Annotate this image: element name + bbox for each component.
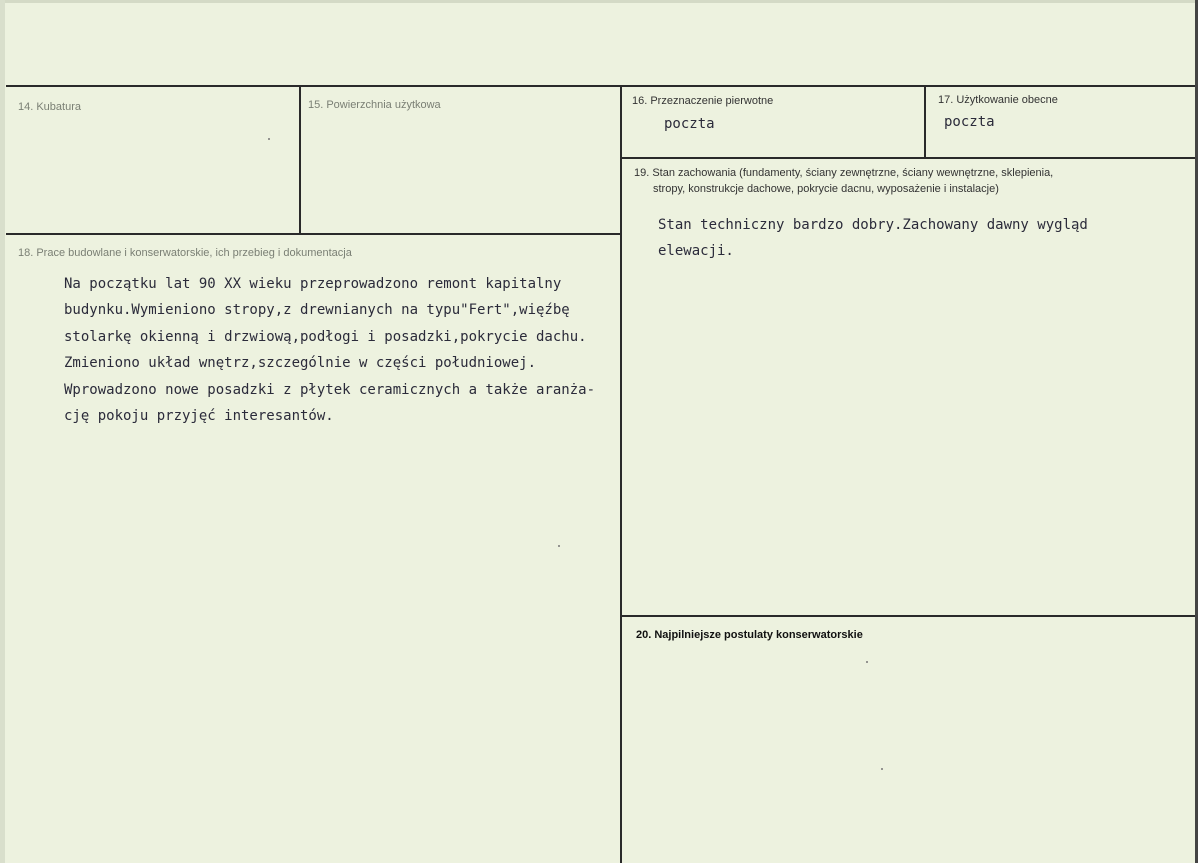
paper-speck [866, 661, 868, 663]
field-16-value: poczta [664, 116, 715, 132]
field-17-label: 17. Użytkowanie obecne [938, 94, 1058, 106]
field-20-label: 20. Najpilniejsze postulaty konserwatorskie [636, 629, 863, 641]
field-18-line: stolarkę okienną i drzwiową,podłogi i posadzki,pokrycie dachu. [64, 328, 587, 345]
divider-14-15 [299, 86, 301, 234]
field-18-line: Na początku lat 90 XX wieku przeprowadzono remont kapitalny [64, 276, 562, 292]
paper-speck [268, 138, 270, 140]
field-15-label: 15. Powierzchnia użytkowa [308, 99, 441, 111]
field-18-line: Zmieniono układ wnętrz,szczególnie w części południowej. [64, 355, 537, 372]
field-18-line: Wprowadzono nowe posadzki z płytek ceramicznych a także aranża- [64, 381, 596, 398]
card-top-edge [0, 0, 1198, 3]
top-rule [6, 85, 1195, 87]
field-19-label-line2: stropy, konstrukcje dachowe, pokrycie dacnu, wyposażenie i instalacje) [653, 183, 999, 195]
paper-speck [881, 768, 883, 770]
lower-right-rule [622, 615, 1195, 617]
field-19-text [658, 212, 1088, 265]
field-14-label: 14. Kubatura [18, 101, 81, 113]
card-left-edge [0, 0, 5, 863]
upper-left-rule [6, 233, 622, 235]
field-18-label: 18. Prace budowlane i konserwatorskie, ich przebieg i dokumentacja [18, 247, 352, 259]
field-17-value: poczta [944, 114, 995, 130]
field-19-line: Stan techniczny bardzo dobry.Zachowany dawny wygląd [658, 217, 1088, 233]
field-18-line: cję pokoju przyjęć interesantów. [64, 408, 334, 425]
upper-right-rule [622, 157, 1195, 159]
field-16-label: 16. Przeznaczenie pierwotne [632, 95, 774, 107]
field-18-text [64, 271, 595, 429]
main-column-divider [620, 86, 622, 863]
field-18-line: budynku.Wymieniono stropy,z drewnianych na typu"Fert",więźbę [64, 302, 570, 319]
divider-16-17 [924, 86, 926, 158]
field-19-label-line1: 19. Stan zachowania (fundamenty, ściany zewnętrzne, ściany wewnętrzne, sklepienia, [634, 167, 1054, 179]
paper-speck [558, 545, 560, 547]
field-19-line: elewacji. [658, 243, 734, 260]
